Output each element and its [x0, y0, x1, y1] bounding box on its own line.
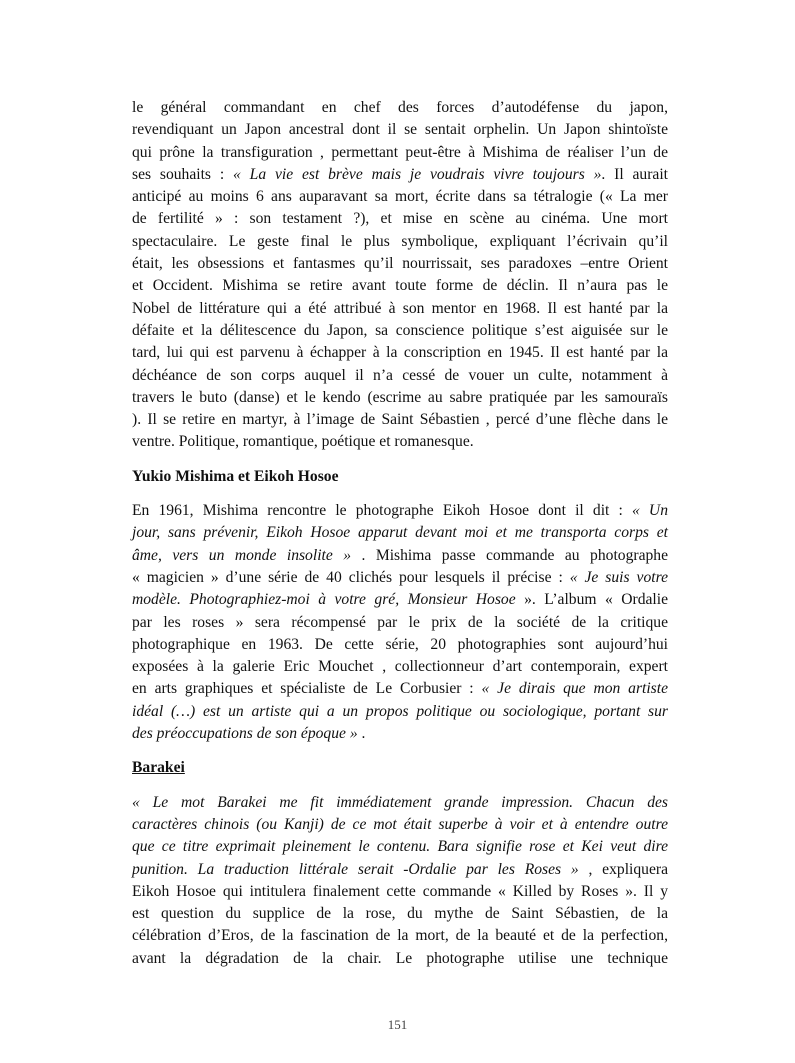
text-line — [132, 275, 668, 297]
paragraph-mishima-hosoe — [132, 500, 668, 745]
text-line — [132, 365, 668, 387]
text-run: était, les obsessions et fantasmes qu’il nourrissait, ses paradoxes –entre Orient — [132, 255, 668, 273]
italic-quote-run: punition. La traduction littérale serait -Ordalie par les Roses » — [132, 860, 579, 878]
text-line — [132, 612, 668, 634]
text-run: le général commandant en chef des forces d’autodéfense du japon, — [132, 99, 668, 116]
text-run: Nobel de littérature qui a été attribué à son mentor en 1968. Il est hanté par la — [132, 299, 668, 317]
text-run: . Mishima passe commande au photographe — [351, 546, 669, 564]
text-run: revendiquant un Japon ancestral dont il se sentait orphelin. Un Japon shintoïste — [132, 121, 668, 139]
italic-quote-run: âme, vers un monde insolite » — [132, 546, 352, 564]
italic-quote-run: caractères chinois (ou Kanji) de ce mot était superbe à voir et à entendre outre — [132, 815, 668, 833]
paragraph-gap — [132, 745, 668, 757]
italic-quote-run: idéal (…) est un artiste qui a un propos politique ou sociologique, portant sur — [132, 702, 668, 720]
text-run: ). Il se retire en martyr, à l’image de Saint Sébastien , percé d’une flèche dans le — [132, 411, 668, 429]
text-run: photographique en 1963. De cette série, 20 photographies sont aujourd’hui — [132, 635, 668, 653]
text-line — [132, 431, 668, 453]
text-run: anticipé au moins 6 ans auparavant sa mort, écrite dans sa tétralogie (« La mer — [132, 188, 668, 206]
text-line — [132, 792, 668, 814]
italic-quote-run: « Le mot Barakei me fit immédiatement grande impression. Chacun des — [132, 793, 668, 811]
text-line — [132, 589, 668, 611]
text-line — [132, 231, 668, 253]
section-heading-barakei: Barakei — [132, 759, 185, 777]
italic-quote-run: « Je dirais que mon artiste — [481, 680, 668, 698]
text-line — [132, 164, 668, 186]
text-run: exposées à la galerie Eric Mouchet , collectionneur d’art contemporain, expert — [132, 658, 668, 676]
paragraph-barakei — [132, 792, 668, 970]
text-run: ses souhaits : — [132, 165, 234, 183]
paragraph-gap — [132, 780, 668, 792]
text-line — [132, 836, 668, 858]
text-run: en arts graphiques et spécialiste de Le Corbusier : — [132, 680, 482, 698]
italic-quote-run: des préoccupations de son époque » — [132, 725, 358, 743]
text-run: . Il aurait — [601, 165, 669, 183]
text-run: tard, lui qui est parvenu à échapper à la conscription en 1945. Il est hanté par la — [132, 344, 668, 362]
italic-quote-run: jour, sans prévenir, Eikoh Hosoe apparut devant moi et me transporta corps et — [132, 524, 668, 542]
text-line — [132, 545, 668, 567]
page-number: 151 — [387, 1017, 408, 1032]
text-line — [132, 409, 668, 431]
text-run: , expliquera — [578, 860, 668, 878]
text-line — [132, 567, 668, 589]
text-line — [132, 925, 668, 947]
text-line — [132, 342, 668, 364]
text-line — [132, 298, 668, 320]
text-line — [132, 948, 668, 970]
text-run: déchéance de son corps auquel il n’a cessé de vouer un culte, notamment à — [132, 366, 668, 384]
italic-quote-run: « Je suis votre — [569, 568, 668, 586]
italic-quote-run: modèle. Photographiez-moi à votre gré, Monsieur Hosoe — [132, 591, 516, 609]
italic-quote-run: « Un — [631, 502, 668, 520]
text-line — [132, 723, 668, 745]
text-run: avant la dégradation de la chair. Le photographe utilise une technique — [132, 949, 668, 967]
text-line — [132, 522, 668, 544]
text-run: qui prône la transfiguration , permettant peut-être à Mishima de réaliser l’un de — [132, 143, 668, 161]
text-line — [132, 701, 668, 723]
text-run: « magicien » d’une série de 40 clichés pour lesquels il précise : — [132, 568, 570, 586]
paragraph-mishima-death — [132, 97, 668, 454]
text-line — [132, 97, 668, 119]
text-run: En 1961, Mishima rencontre le photographe Eikoh Hosoe dont il dit : — [132, 502, 632, 520]
text-run: Eikoh Hosoe qui intitulera finalement cette commande « Killed by Roses ». Il y — [132, 882, 668, 900]
italic-quote-run: que ce titre exprimait pleinement le contenu. Bara signifie rose et Kei veut dire — [132, 838, 668, 856]
text-run: défaite et la délitescence du Japon, sa conscience politique s’est aiguisée sur le — [132, 321, 668, 339]
text-line — [132, 678, 668, 700]
italic-quote-run: « La vie est brève mais je voudrais vivre toujours » — [233, 165, 602, 183]
page-body — [132, 97, 668, 970]
text-line — [132, 208, 668, 230]
text-run: par les roses » sera récompensé par le prix de la société de la critique — [132, 613, 668, 631]
text-line — [132, 881, 668, 903]
text-line — [132, 387, 668, 409]
text-line — [132, 320, 668, 342]
text-run: spectaculaire. Le geste final le plus symbolique, expliquant l’écrivain qu’il — [132, 232, 668, 250]
text-line — [132, 859, 668, 881]
text-line — [132, 500, 668, 522]
text-line — [132, 814, 668, 836]
text-run: travers le buto (danse) et le kendo (escrime au sabre pratiquée par les samouraïs — [132, 388, 668, 406]
text-run: ». L’album « Ordalie — [515, 591, 669, 609]
paragraph-gap — [132, 454, 668, 466]
text-run: et Occident. Mishima se retire avant toute forme de déclin. Il n’aura pas le — [132, 277, 668, 295]
text-line — [132, 656, 668, 678]
text-run: ventre. Politique, romantique, poétique et romanesque. — [132, 433, 474, 451]
text-line — [132, 253, 668, 275]
text-run: célébration d’Eros, de la fascination de la mort, de la beauté et de la perfection, — [132, 927, 668, 945]
text-line — [132, 119, 668, 141]
text-line — [132, 142, 668, 164]
text-run: . — [357, 725, 366, 743]
text-run: de fertilité » : son testament ?), et mise en scène au cinéma. Une mort — [132, 210, 668, 228]
text-line — [132, 186, 668, 208]
section-heading-mishima-hosoe: Yukio Mishima et Eikoh Hosoe — [132, 467, 339, 485]
text-run: est question du supplice de la rose, du mythe de Saint Sébastien, de la — [132, 905, 668, 923]
text-line — [132, 634, 668, 656]
paragraph-gap — [132, 488, 668, 500]
text-line — [132, 903, 668, 925]
